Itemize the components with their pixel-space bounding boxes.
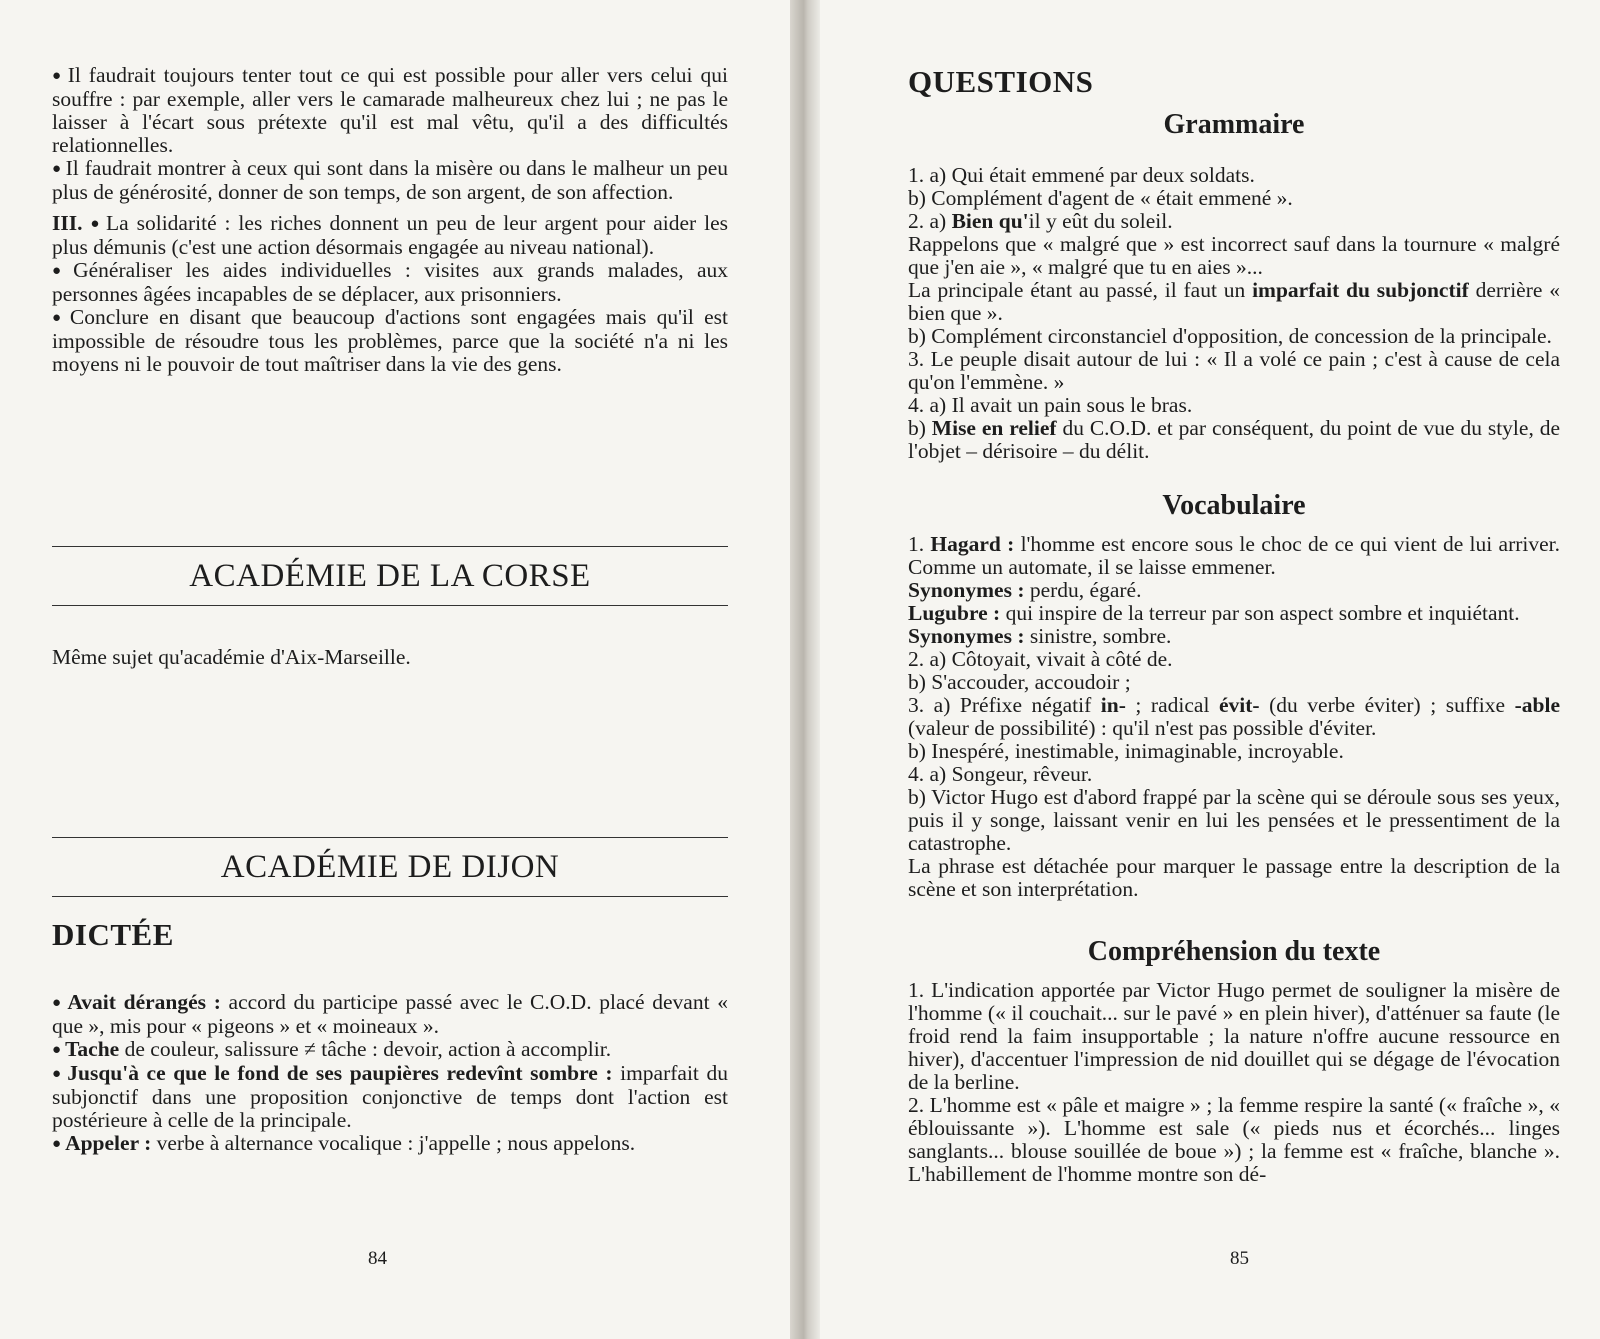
comprehension-title: Compréhension du texte: [1087, 936, 1381, 967]
vocabulaire-line: Lugubre : qui inspire de la terreur par son aspect sombre et inquiétant.: [908, 601, 1520, 625]
dictee-text: imparfait du subjonctif dans une proposition conjonctive de temps dont l'action est postérieure à celle de la principale.: [52, 1061, 728, 1132]
questions-title: QUESTIONS: [908, 64, 1094, 99]
section-iii-label: III.: [52, 211, 83, 235]
dictee-term: Appeler :: [65, 1131, 152, 1155]
right-page: [820, 0, 1600, 1339]
vocabulaire-line: b) Victor Hugo est d'abord frappé par la scène qui se déroule sous ses yeux, puis il y songe, laissant venir en lui les pensées et le pressentiment de la catastrophe.: [908, 785, 1560, 855]
grammaire-line: b) Mise en relief du C.O.D. et par conséquent, du point de vue du style, de l'objet – dérisoire – du délit.: [908, 416, 1560, 463]
page-number: 84: [368, 1248, 387, 1269]
academie-dijon-title: ACADÉMIE DE DIJON: [220, 849, 560, 885]
academie-corse-title: ACADÉMIE DE LA CORSE: [189, 558, 591, 594]
dictee-term: Tache: [65, 1037, 120, 1061]
grammaire-line: 1. a) Qui était emmené par deux soldats.: [908, 163, 1255, 187]
section-iii-paragraph: [52, 212, 728, 259]
grammaire-title: Grammaire: [1163, 109, 1305, 140]
grammaire-line: 2. a) Bien qu'il y eût du soleil.: [908, 209, 1173, 233]
left-page: [0, 0, 790, 1339]
vocabulaire-line: Synonymes : sinistre, sombre.: [908, 624, 1172, 648]
vocabulaire-line: 1. Hagard : l'homme est encore sous le choc de ce qui vient de lui arriver. Comme un automate, il se laisse emmener.: [908, 532, 1560, 579]
grammaire-line: 3. Le peuple disait autour de lui : « Il a volé ce pain ; c'est à cause de cela qu'on l'emmène. »: [908, 347, 1560, 394]
right-page-text: [908, 64, 1560, 1186]
paragraph: ● Il faudrait montrer à ceux qui sont dans la misère ou dans le malheur un peu plus de générosité, donner de son temps, de son argent, de son affection.: [52, 157, 728, 204]
comprehension-line: 2. L'homme est « pâle et maigre » ; la femme respire la santé (« fraîche », « éblouissante »). L'homme est sale (« pieds nus et écorchés... linges sanglants... blouse souillée de boue ») ; la femme est « fraîche, blanche ». L'habillement de l'homme montre son dé-: [908, 1093, 1560, 1186]
vocabulaire-line: 4. a) Songeur, rêveur.: [908, 762, 1093, 786]
dictee-term: Jusqu'à ce que le fond de ses paupières redevînt sombre :: [67, 1061, 613, 1085]
paragraph-text: ● La solidarité : les riches donnent un peu de leur argent pour aider les plus démunis (c'est une action désormais engagée au niveau national).: [52, 211, 728, 259]
dictee-item: [52, 1038, 728, 1062]
dictee-item: [52, 1132, 728, 1156]
vocabulaire-line: 3. a) Préfixe négatif in- ; radical évit- (du verbe éviter) ; suffixe -able (valeur de possibilité) : qu'il n'est pas possible d'éviter.: [908, 693, 1560, 740]
vocabulaire-line: La phrase est détachée pour marquer le passage entre la description de la scène et son interprétation.: [908, 854, 1560, 901]
comprehension-line: 1. L'indication apportée par Victor Hugo permet de souligner la misère de l'homme (« il couchait... sur le pavé » en plein hiver), d'atténuer sa faute (le froid rend la faim insupportable ; la nature n'offre aucune ressource en hiver), d'accentuer l'impression de nid douillet qui se dégage de l'évocation de la berline.: [908, 978, 1560, 1094]
vocabulaire-line: b) S'accouder, accoudoir ;: [908, 670, 1131, 694]
page-number: 85: [1230, 1248, 1249, 1269]
grammaire-line: La principale étant au passé, il faut un imparfait du subjonctif derrière « bien que ».: [908, 278, 1560, 325]
corse-text: Même sujet qu'académie d'Aix-Marseille.: [52, 645, 411, 669]
vocabulaire-line: Synonymes : perdu, égaré.: [908, 578, 1142, 602]
vocabulaire-line: 2. a) Côtoyait, vivait à côté de.: [908, 647, 1173, 671]
dictee-term: Avait dérangés :: [67, 990, 221, 1014]
divider: [52, 837, 728, 838]
vocabulaire-line: b) Inespéré, inestimable, inimaginable, incroyable.: [908, 739, 1344, 763]
grammaire-line: 4. a) Il avait un pain sous le bras.: [908, 393, 1193, 417]
dictee-title: DICTÉE: [52, 917, 174, 952]
grammaire-line: b) Complément circonstanciel d'opposition, de concession de la principale.: [908, 324, 1552, 348]
paragraph: ● Conclure en disant que beaucoup d'actions sont engagées mais qu'il est impossible de résoudre tous les problèmes, parce que la société n'a ni les moyens ni le pouvoir de tout maîtriser dans la vie des gens.: [52, 306, 728, 376]
grammaire-line: Rappelons que « malgré que » est incorrect sauf dans la tournure « malgré que j'en aie », « malgré que tu en aies »...: [908, 232, 1560, 279]
paragraph: ● Il faudrait toujours tenter tout ce qui est possible pour aller vers celui qui souffre : par exemple, aller vers le camarade malheureux chez lui ; ne pas le laisser à l'écart sous prétexte qu'il est mal vêtu, qu'il a des difficultés relationnelles.: [52, 64, 728, 157]
book-gutter: [790, 0, 820, 1339]
divider: [52, 546, 728, 547]
paragraph: ● Généraliser les aides individuelles : visites aux grands malades, aux personnes âgées incapables de se déplacer, aux prisonniers.: [52, 259, 728, 306]
dictee-text: verbe à alternance vocalique : j'appelle ; nous appelons.: [151, 1131, 636, 1155]
dictee-text: de couleur, salissure ≠ tâche : devoir, action à accomplir.: [119, 1037, 612, 1061]
dictee-item: [52, 1062, 728, 1132]
grammaire-line: b) Complément d'agent de « était emmené ».: [908, 186, 1293, 210]
dictee-item: [52, 991, 728, 1038]
dictee-text: accord du participe passé avec le C.O.D. placé devant « que », mis pour « pigeons » et « moineaux ».: [52, 990, 729, 1038]
vocabulaire-title: Vocabulaire: [1162, 490, 1306, 521]
left-page-text: [52, 64, 728, 1156]
